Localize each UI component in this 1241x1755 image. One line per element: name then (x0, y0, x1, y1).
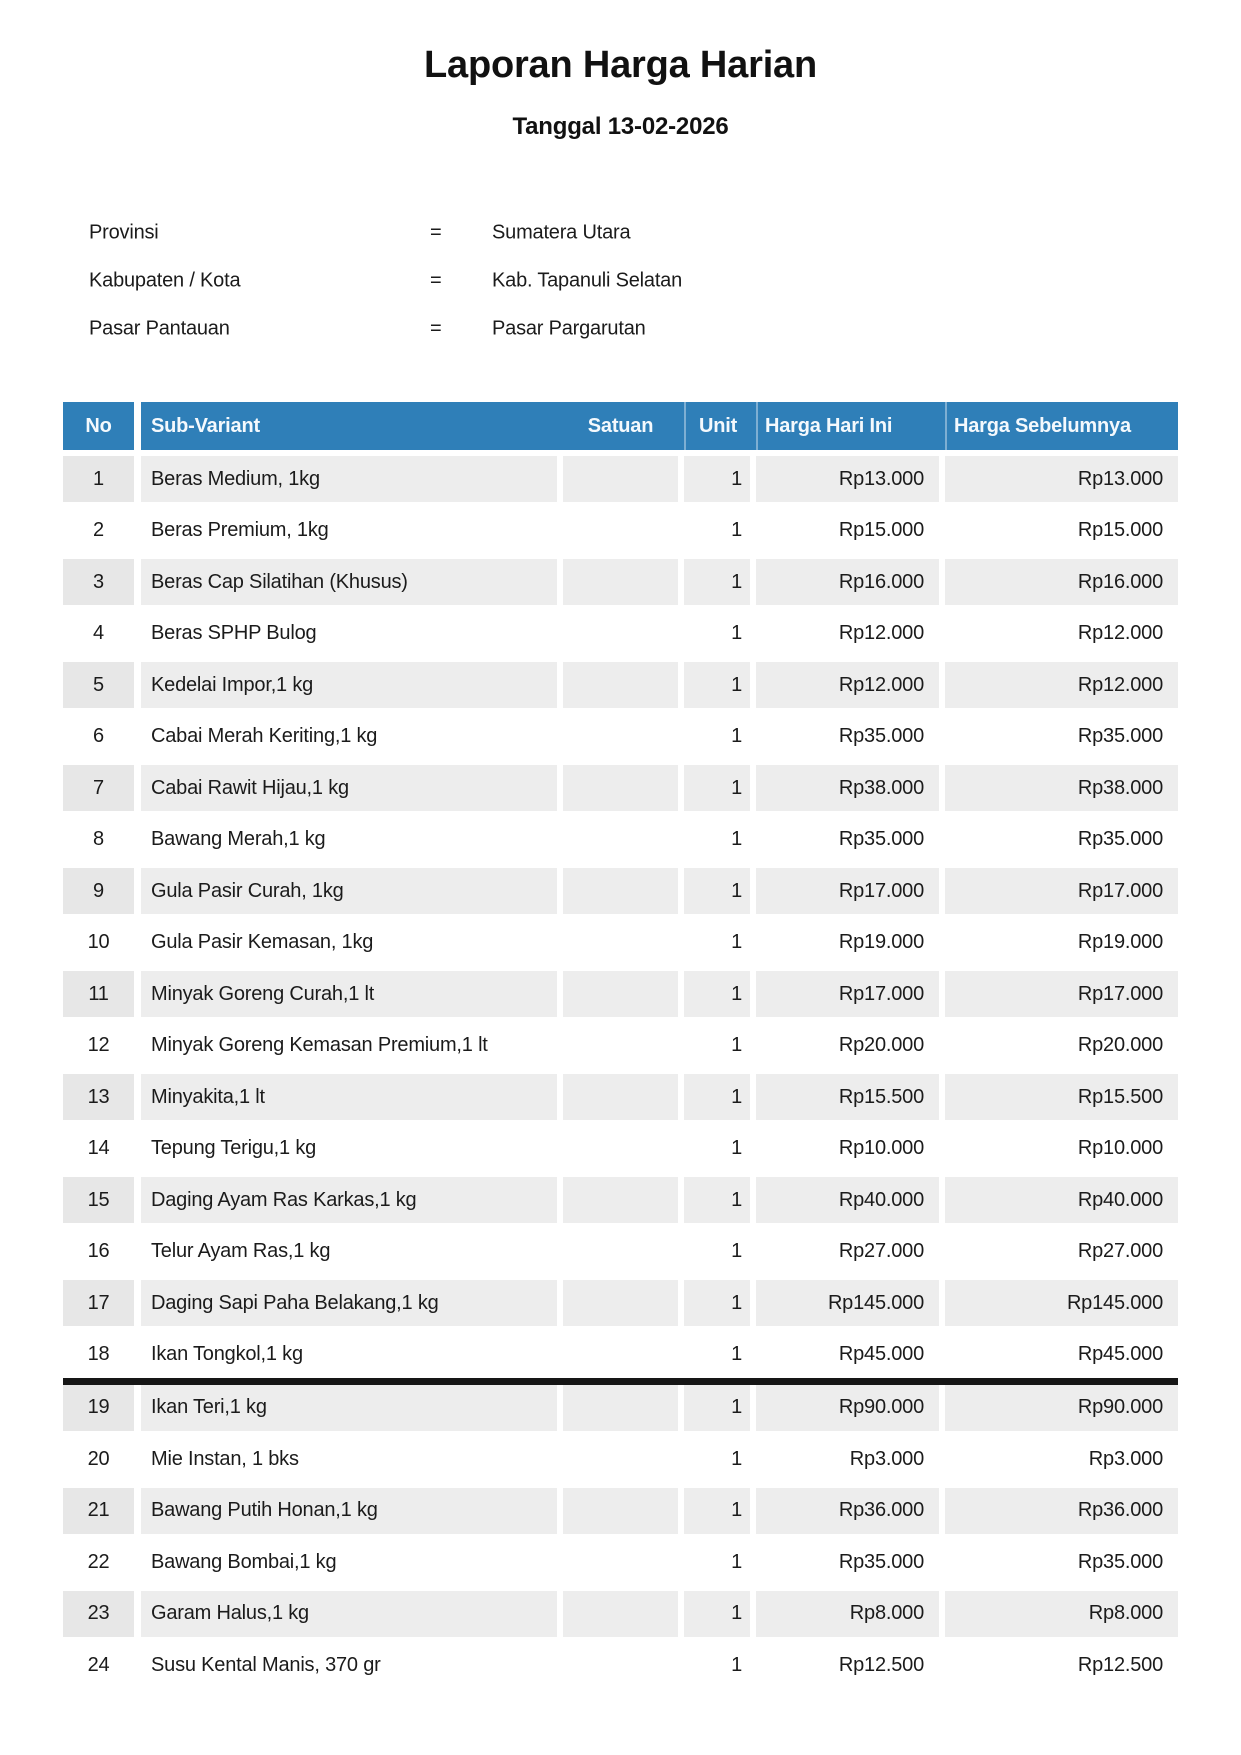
cell-harga-hari-ini: Rp90.000 (756, 1385, 939, 1431)
column-gap (134, 817, 141, 863)
cell-harga-hari-ini: Rp3.000 (756, 1436, 939, 1482)
cell-unit: 1 (684, 456, 750, 502)
cell-sub-variant: Daging Ayam Ras Karkas,1 kg (141, 1177, 557, 1223)
cell-no: 22 (63, 1539, 134, 1585)
cell-harga-sebelumnya: Rp15.000 (945, 508, 1178, 554)
cell-satuan (563, 559, 678, 605)
cell-harga-hari-ini: Rp20.000 (756, 1023, 939, 1069)
cell-unit: 1 (684, 971, 750, 1017)
cell-harga-sebelumnya: Rp10.000 (945, 1126, 1178, 1172)
cell-sub-variant: Daging Sapi Paha Belakang,1 kg (141, 1280, 557, 1326)
cell-harga-sebelumnya: Rp12.500 (945, 1642, 1178, 1688)
cell-harga-hari-ini: Rp35.000 (756, 714, 939, 760)
cell-satuan (563, 1229, 678, 1275)
table-row (63, 508, 1178, 554)
cell-unit: 1 (684, 817, 750, 863)
column-gap (134, 868, 141, 914)
cell-harga-sebelumnya: Rp45.000 (945, 1332, 1178, 1378)
cell-sub-variant: Gula Pasir Kemasan, 1kg (141, 920, 557, 966)
column-gap (134, 1436, 141, 1482)
cell-no: 10 (63, 920, 134, 966)
cell-satuan (563, 765, 678, 811)
page-break-line (63, 1378, 1178, 1385)
cell-unit: 1 (684, 868, 750, 914)
cell-sub-variant: Beras Medium, 1kg (141, 456, 557, 502)
column-gap (134, 402, 141, 450)
cell-satuan (563, 1385, 678, 1431)
cell-sub-variant: Minyakita,1 lt (141, 1074, 557, 1120)
cell-satuan (563, 920, 678, 966)
cell-sub-variant: Gula Pasir Curah, 1kg (141, 868, 557, 914)
meta-row (0, 209, 1241, 257)
cell-satuan (563, 1177, 678, 1223)
cell-harga-hari-ini: Rp35.000 (756, 817, 939, 863)
cell-no: 21 (63, 1488, 134, 1534)
cell-harga-hari-ini: Rp40.000 (756, 1177, 939, 1223)
cell-satuan (563, 1488, 678, 1534)
cell-unit: 1 (684, 559, 750, 605)
cell-unit: 1 (684, 1332, 750, 1378)
cell-satuan (563, 971, 678, 1017)
cell-satuan (563, 1126, 678, 1172)
cell-satuan (563, 1591, 678, 1637)
table-row (63, 1385, 1178, 1431)
column-gap (134, 611, 141, 657)
cell-no: 8 (63, 817, 134, 863)
column-gap (134, 971, 141, 1017)
cell-satuan (563, 1539, 678, 1585)
cell-harga-hari-ini: Rp38.000 (756, 765, 939, 811)
column-gap (134, 1332, 141, 1378)
column-gap (134, 714, 141, 760)
cell-harga-hari-ini: Rp10.000 (756, 1126, 939, 1172)
cell-harga-hari-ini: Rp16.000 (756, 559, 939, 605)
cell-satuan (563, 1642, 678, 1688)
cell-unit: 1 (684, 1280, 750, 1326)
cell-unit: 1 (684, 508, 750, 554)
cell-unit: 1 (684, 1177, 750, 1223)
cell-sub-variant: Mie Instan, 1 bks (141, 1436, 557, 1482)
cell-no: 17 (63, 1280, 134, 1326)
cell-harga-sebelumnya: Rp35.000 (945, 817, 1178, 863)
cell-no: 7 (63, 765, 134, 811)
cell-no: 19 (63, 1385, 134, 1431)
cell-harga-hari-ini: Rp15.000 (756, 508, 939, 554)
report-date: Tanggal 13-02-2026 (512, 113, 729, 140)
meta-row (0, 257, 1241, 305)
table-row (63, 1126, 1178, 1172)
cell-harga-hari-ini: Rp17.000 (756, 868, 939, 914)
table-row (63, 1488, 1178, 1534)
cell-sub-variant: Beras Premium, 1kg (141, 508, 557, 554)
column-gap (134, 508, 141, 554)
cell-unit: 1 (684, 611, 750, 657)
cell-harga-sebelumnya: Rp3.000 (945, 1436, 1178, 1482)
cell-unit: 1 (684, 1436, 750, 1482)
equals-sign: = (430, 269, 442, 292)
meta-row (0, 305, 1241, 353)
cell-sub-variant: Bawang Bombai,1 kg (141, 1539, 557, 1585)
cell-sub-variant: Ikan Tongkol,1 kg (141, 1332, 557, 1378)
cell-sub-variant: Beras SPHP Bulog (141, 611, 557, 657)
column-header-no: No (63, 402, 134, 450)
cell-satuan (563, 714, 678, 760)
cell-harga-hari-ini: Rp19.000 (756, 920, 939, 966)
column-gap (134, 1539, 141, 1585)
cell-no: 23 (63, 1591, 134, 1637)
cell-harga-sebelumnya: Rp17.000 (945, 868, 1178, 914)
cell-harga-hari-ini: Rp12.500 (756, 1642, 939, 1688)
cell-sub-variant: Cabai Rawit Hijau,1 kg (141, 765, 557, 811)
table-row (63, 611, 1178, 657)
meta-value: Kab. Tapanuli Selatan (492, 269, 683, 292)
column-header-sub-variant: Sub-Variant (151, 414, 260, 437)
cell-harga-hari-ini: Rp8.000 (756, 1591, 939, 1637)
meta-section (0, 209, 1241, 353)
cell-sub-variant: Bawang Putih Honan,1 kg (141, 1488, 557, 1534)
cell-harga-sebelumnya: Rp35.000 (945, 714, 1178, 760)
cell-satuan (563, 1023, 678, 1069)
cell-no: 20 (63, 1436, 134, 1482)
cell-no: 12 (63, 1023, 134, 1069)
cell-no: 24 (63, 1642, 134, 1688)
cell-sub-variant: Tepung Terigu,1 kg (141, 1126, 557, 1172)
column-gap (134, 559, 141, 605)
cell-satuan (563, 456, 678, 502)
cell-sub-variant: Telur Ayam Ras,1 kg (141, 1229, 557, 1275)
cell-no: 14 (63, 1126, 134, 1172)
column-gap (134, 1591, 141, 1637)
price-table (63, 402, 1178, 1694)
cell-no: 2 (63, 508, 134, 554)
cell-harga-sebelumnya: Rp90.000 (945, 1385, 1178, 1431)
meta-value: Sumatera Utara (492, 221, 631, 244)
cell-harga-hari-ini: Rp17.000 (756, 971, 939, 1017)
cell-no: 3 (63, 559, 134, 605)
table-header-row (63, 402, 1178, 450)
cell-harga-hari-ini: Rp15.500 (756, 1074, 939, 1120)
cell-harga-sebelumnya: Rp16.000 (945, 559, 1178, 605)
cell-unit: 1 (684, 1539, 750, 1585)
table-row (63, 456, 1178, 502)
column-gap (134, 1280, 141, 1326)
cell-sub-variant: Garam Halus,1 kg (141, 1591, 557, 1637)
cell-no: 16 (63, 1229, 134, 1275)
meta-label: Provinsi (89, 221, 159, 244)
cell-unit: 1 (684, 1642, 750, 1688)
cell-sub-variant: Beras Cap Silatihan (Khusus) (141, 559, 557, 605)
cell-harga-hari-ini: Rp45.000 (756, 1332, 939, 1378)
cell-harga-sebelumnya: Rp145.000 (945, 1280, 1178, 1326)
cell-no: 4 (63, 611, 134, 657)
table-row (63, 714, 1178, 760)
cell-satuan (563, 817, 678, 863)
cell-sub-variant: Bawang Merah,1 kg (141, 817, 557, 863)
cell-satuan (563, 1436, 678, 1482)
cell-sub-variant: Cabai Merah Keriting,1 kg (141, 714, 557, 760)
cell-no: 1 (63, 456, 134, 502)
column-header-unit: Unit (684, 402, 750, 450)
table-row (63, 559, 1178, 605)
cell-unit: 1 (684, 662, 750, 708)
cell-unit: 1 (684, 765, 750, 811)
cell-satuan (563, 508, 678, 554)
cell-unit: 1 (684, 714, 750, 760)
cell-harga-sebelumnya: Rp13.000 (945, 456, 1178, 502)
meta-label: Pasar Pantauan (89, 317, 230, 340)
column-gap (134, 662, 141, 708)
cell-satuan (563, 868, 678, 914)
table-row (63, 1229, 1178, 1275)
table-row (63, 868, 1178, 914)
cell-harga-sebelumnya: Rp19.000 (945, 920, 1178, 966)
column-gap (134, 1488, 141, 1534)
cell-harga-sebelumnya: Rp8.000 (945, 1591, 1178, 1637)
table-row (63, 1280, 1178, 1326)
cell-harga-sebelumnya: Rp40.000 (945, 1177, 1178, 1223)
column-header-satuan: Satuan (587, 414, 654, 437)
cell-harga-sebelumnya: Rp12.000 (945, 611, 1178, 657)
cell-harga-sebelumnya: Rp17.000 (945, 971, 1178, 1017)
cell-no: 13 (63, 1074, 134, 1120)
cell-harga-sebelumnya: Rp27.000 (945, 1229, 1178, 1275)
cell-no: 6 (63, 714, 134, 760)
column-gap (134, 765, 141, 811)
cell-satuan (563, 662, 678, 708)
column-header-harga-sebelumnya: Harga Sebelumnya (945, 402, 1178, 450)
cell-harga-hari-ini: Rp27.000 (756, 1229, 939, 1275)
cell-no: 18 (63, 1332, 134, 1378)
column-gap (134, 1229, 141, 1275)
meta-value: Pasar Pargarutan (492, 317, 646, 340)
equals-sign: = (430, 221, 442, 244)
cell-harga-sebelumnya: Rp38.000 (945, 765, 1178, 811)
cell-harga-sebelumnya: Rp20.000 (945, 1023, 1178, 1069)
cell-unit: 1 (684, 1591, 750, 1637)
cell-harga-hari-ini: Rp35.000 (756, 1539, 939, 1585)
cell-satuan (563, 611, 678, 657)
meta-label: Kabupaten / Kota (89, 269, 241, 292)
cell-no: 15 (63, 1177, 134, 1223)
table-row (63, 1074, 1178, 1120)
cell-unit: 1 (684, 1385, 750, 1431)
column-gap (134, 920, 141, 966)
column-gap (134, 1177, 141, 1223)
cell-satuan (563, 1332, 678, 1378)
cell-satuan (563, 1280, 678, 1326)
cell-no: 5 (63, 662, 134, 708)
table-row (63, 971, 1178, 1017)
cell-sub-variant: Minyak Goreng Curah,1 lt (141, 971, 557, 1017)
cell-harga-hari-ini: Rp36.000 (756, 1488, 939, 1534)
cell-unit: 1 (684, 1229, 750, 1275)
table-header-main (141, 402, 1178, 450)
cell-harga-hari-ini: Rp145.000 (756, 1280, 939, 1326)
column-gap (134, 1023, 141, 1069)
cell-sub-variant: Susu Kental Manis, 370 gr (141, 1642, 557, 1688)
cell-harga-hari-ini: Rp12.000 (756, 611, 939, 657)
cell-harga-sebelumnya: Rp36.000 (945, 1488, 1178, 1534)
column-gap (134, 1126, 141, 1172)
cell-harga-hari-ini: Rp13.000 (756, 456, 939, 502)
table-body (63, 456, 1178, 1688)
cell-harga-hari-ini: Rp12.000 (756, 662, 939, 708)
cell-sub-variant: Ikan Teri,1 kg (141, 1385, 557, 1431)
cell-sub-variant: Minyak Goreng Kemasan Premium,1 lt (141, 1023, 557, 1069)
cell-unit: 1 (684, 1074, 750, 1120)
cell-unit: 1 (684, 920, 750, 966)
table-row (63, 1591, 1178, 1637)
page-title: Laporan Harga Harian (424, 44, 817, 86)
cell-harga-sebelumnya: Rp15.500 (945, 1074, 1178, 1120)
column-gap (134, 1642, 141, 1688)
column-header-harga-hari-ini: Harga Hari Ini (756, 402, 939, 450)
table-row (63, 1177, 1178, 1223)
table-row (63, 765, 1178, 811)
cell-no: 11 (63, 971, 134, 1017)
cell-harga-sebelumnya: Rp12.000 (945, 662, 1178, 708)
table-row (63, 1023, 1178, 1069)
cell-sub-variant: Kedelai Impor,1 kg (141, 662, 557, 708)
column-gap (134, 1385, 141, 1431)
table-row (63, 1539, 1178, 1585)
cell-unit: 1 (684, 1488, 750, 1534)
cell-unit: 1 (684, 1126, 750, 1172)
equals-sign: = (430, 317, 442, 340)
table-row (63, 662, 1178, 708)
cell-harga-sebelumnya: Rp35.000 (945, 1539, 1178, 1585)
cell-no: 9 (63, 868, 134, 914)
column-gap (134, 1074, 141, 1120)
table-row (63, 1642, 1178, 1688)
table-row (63, 1436, 1178, 1482)
table-row (63, 817, 1178, 863)
column-gap (134, 456, 141, 502)
cell-satuan (563, 1074, 678, 1120)
table-row (63, 1332, 1178, 1378)
table-row (63, 920, 1178, 966)
cell-unit: 1 (684, 1023, 750, 1069)
